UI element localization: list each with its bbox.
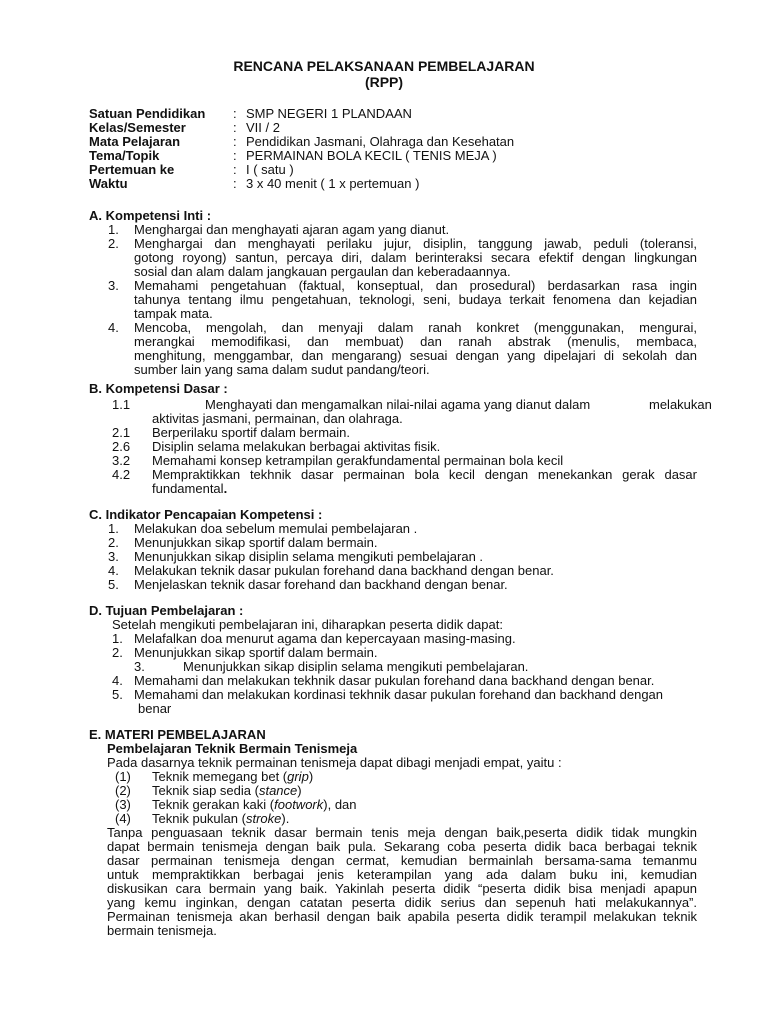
section-e-intro: Pada dasarnya teknik permainan tenismeja dapat dibagi menjadi empat, yaitu : [107, 755, 562, 770]
list-number: (3) [115, 797, 131, 812]
list-item: Menghargai dan menghayati perilaku jujur, disiplin, tanggung jawab, peduli (toleransi, [134, 236, 697, 251]
list-number: 2.6 [112, 439, 131, 454]
list-item: Melafalkan doa menurut agama dan kepercayaan masing-masing. [134, 631, 516, 646]
section-e-heading: E. MATERI PEMBELAJARAN [89, 727, 266, 742]
meta-value: I ( satu ) [246, 162, 294, 177]
list-number: 3. [108, 549, 119, 564]
list-item-term: stance [258, 783, 298, 798]
list-item-period: . [223, 481, 228, 496]
list-number: 5. [112, 687, 123, 702]
list-item-text: Teknik memegang bet ( [152, 769, 288, 784]
list-item: gotong royong) santun, percaya diri, dalam berinteraksi secara efektif dengan lingkungan [134, 250, 697, 265]
section-b-heading: B. Kompetensi Dasar : [89, 381, 228, 396]
list-number: 4. [108, 320, 119, 335]
list-item [152, 770, 313, 784]
list-item-term: footwork [274, 797, 324, 812]
meta-colon: : [233, 148, 237, 163]
section-d-intro: Setelah mengikuti pembelajaran ini, diharapkan peserta didik dapat: [112, 617, 503, 632]
list-item: Menunjukkan sikap sportif dalam bermain. [134, 645, 378, 660]
list-item: Menjelaskan teknik dasar forehand dan backhand dengan benar. [134, 577, 508, 592]
list-item: sosial dan alam dalam jangkauan pergaulan dan keberadaannya. [134, 264, 511, 279]
section-e-subheading: Pembelajaran Teknik Bermain Tenismeja [107, 741, 358, 756]
meta-label: Kelas/Semester [89, 120, 186, 135]
list-number: 4. [112, 673, 123, 688]
meta-value: SMP NEGERI 1 PLANDAAN [246, 106, 412, 121]
list-item [152, 482, 227, 496]
list-item-term: grip [287, 769, 309, 784]
list-number: 3. [134, 659, 145, 674]
meta-value: VII / 2 [246, 120, 280, 135]
list-item: Melakukan doa sebelum memulai pembelajaran . [134, 521, 418, 536]
section-d-heading: D. Tujuan Pembelajaran : [89, 603, 244, 618]
meta-row-waktu [89, 177, 709, 191]
list-number: 3.2 [112, 453, 131, 468]
list-item-text: ), dan [323, 797, 357, 812]
list-item: merangkai memodifikasi, dan membuat) dan ranah abstrak (menulis, membaca, [134, 334, 697, 349]
paragraph-line: yang kemu inginkan, dengan catatan peserta didik serius dan sepenuh hati melakukannya”. [107, 895, 697, 910]
meta-label: Mata Pelajaran [89, 134, 181, 149]
list-item: melakukan [649, 397, 712, 412]
document-title: RENCANA PELAKSANAAN PEMBELAJARAN [233, 58, 535, 74]
list-item: benar [138, 701, 172, 716]
meta-label: Waktu [89, 176, 128, 191]
list-item: Disiplin selama melakukan berbagai aktivitas fisik. [152, 439, 441, 454]
list-number: 3. [108, 278, 119, 293]
meta-row-tema [89, 149, 709, 163]
list-item: Menunjukkan sikap disiplin selama mengikuti pembelajaran. [183, 659, 529, 674]
list-item [152, 812, 289, 826]
document-subtitle: (RPP) [364, 74, 404, 90]
meta-value: 3 x 40 menit ( 1 x pertemuan ) [246, 176, 420, 191]
list-item: tahunya tentang ilmu pengetahuan, teknologi, seni, budaya terkait fenomena dan kejadian [134, 292, 697, 307]
list-number: 4.2 [112, 467, 131, 482]
list-item [152, 784, 302, 798]
list-item: Menghayati dan mengamalkan nilai-nilai agama yang dianut dalam [205, 397, 591, 412]
paragraph-line: Permainan tenismeja akan berhasil dengan baik apabila peserta didik terampil melakukan teknik [107, 909, 697, 924]
list-item-text: Teknik siap sedia ( [152, 783, 259, 798]
list-number: (2) [115, 783, 131, 798]
list-number: (1) [115, 769, 131, 784]
list-number: 2.1 [112, 425, 131, 440]
list-item: Berperilaku sportif dalam bermain. [152, 425, 350, 440]
list-item: Menunjukkan sikap sportif dalam bermain. [134, 535, 378, 550]
meta-row-satuan [89, 107, 709, 121]
meta-label: Pertemuan ke [89, 162, 175, 177]
paragraph-line: dasar permainan tenismeja dengan cermat, kemudian bermainlah bersama-sama temanmu [107, 853, 697, 868]
list-item: Menunjukkan sikap disiplin selama mengikuti pembelajaran . [134, 549, 484, 564]
meta-label: Tema/Topik [89, 148, 160, 163]
list-item: Melakukan teknik dasar pukulan forehand dana backhand dengan benar. [134, 563, 554, 578]
list-item [152, 798, 357, 812]
list-item-text: fundamental [152, 481, 224, 496]
meta-value: PERMAINAN BOLA KECIL ( TENIS MEJA ) [246, 148, 497, 163]
section-c-heading: C. Indikator Pencapaian Kompetensi : [89, 507, 323, 522]
list-number: 2. [108, 535, 119, 550]
list-number: 4. [108, 563, 119, 578]
list-number: 5. [108, 577, 119, 592]
meta-row-mapel [89, 135, 709, 149]
meta-colon: : [233, 176, 237, 191]
meta-colon: : [233, 106, 237, 121]
paragraph-line: bermain tenismeja. [107, 923, 217, 938]
list-item: sumber lain yang sama dalam sudut pandang/teori. [134, 362, 430, 377]
meta-colon: : [233, 120, 237, 135]
list-item: Memahami dan melakukan kordinasi tekhnik dasar pukulan forehand dan backhand dengan [134, 687, 664, 702]
paragraph-line: diskusikan cara bermain yang baik. Yakinlah peserta didik “peserta didik bisa menjadi apapun [107, 881, 697, 896]
meta-value: Pendidikan Jasmani, Olahraga dan Kesehatan [246, 134, 515, 149]
list-item: Memahami dan melakukan tekhnik dasar pukulan forehand dana backhand dengan benar. [134, 673, 655, 688]
list-number: 1. [112, 631, 123, 646]
list-item-text: ) [297, 783, 302, 798]
list-number: 2. [108, 236, 119, 251]
paragraph-line: Tanpa penguasaan teknik dasar bermain tenis meja dengan baik,peserta didik tidak mungkin [107, 825, 697, 840]
list-number: 1.1 [112, 397, 131, 412]
list-item-text: Teknik gerakan kaki ( [152, 797, 275, 812]
list-item: Mempraktikkan tekhnik dasar permainan bola kecil dengan menekankan gerak dasar [152, 467, 697, 482]
list-item: Menghargai dan menghayati ajaran agam yang dianut. [134, 222, 450, 237]
section-a-heading: A. Kompetensi Inti : [89, 208, 212, 223]
meta-row-kelas [89, 121, 709, 135]
paragraph-line: dapat bermain tenismeja dengan baik pula. Sekarang coba peserta didik baca berbagai teknik [107, 839, 697, 854]
list-item: Mencoba, mengolah, dan menyaji dalam ranah konkret (menggunakan, mengurai, [134, 320, 697, 335]
meta-colon: : [233, 134, 237, 149]
list-item: Memahami konsep ketrampilan gerakfundamental permainan bola kecil [152, 453, 564, 468]
list-item: Memahami pengetahuan (faktual, konseptual, dan prosedural) berdasarkan rasa ingin [134, 278, 697, 293]
meta-row-pertemuan [89, 163, 709, 177]
list-item: aktivitas jasmani, permainan, dan olahraga. [152, 411, 403, 426]
meta-label: Satuan Pendidikan [89, 106, 206, 121]
meta-colon: : [233, 162, 237, 177]
list-item-term: stroke [245, 811, 282, 826]
paragraph-line: untuk mempraktikkan berbagai jenis keterampilan yang ada dalam buku ini, kemudian [107, 867, 697, 882]
list-number: 1. [108, 521, 119, 536]
list-item-text: ) [308, 769, 314, 784]
list-number: 1. [108, 222, 119, 237]
list-number: (4) [115, 811, 131, 826]
list-item: menghitung, menggambar, dan mengarang) sesuai dengan yang dipelajari di sekolah dan [134, 348, 697, 363]
list-number: 2. [112, 645, 123, 660]
list-item: tampak mata. [134, 306, 213, 321]
list-item-text: Teknik pukulan ( [152, 811, 246, 826]
list-item-text: ). [281, 811, 290, 826]
